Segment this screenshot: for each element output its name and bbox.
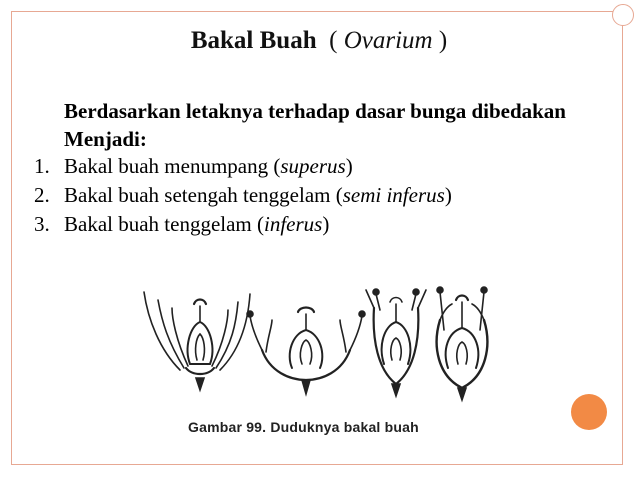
- decorative-circle-bottom: [571, 394, 607, 430]
- flower-semi-inferus: [247, 308, 365, 395]
- list-item: 3. Bakal buah tenggelam (inferus): [34, 212, 330, 236]
- decorative-circle-top: [612, 4, 634, 26]
- flower-ovary-illustration: [140, 280, 490, 410]
- ovary-types-list: [34, 152, 452, 239]
- flower-inferus-b: [437, 287, 488, 400]
- slide-title: Bakal Buah ( Ovarium ): [190, 27, 448, 54]
- flower-inferus-a: [366, 289, 426, 396]
- intro-text: Berdasarkan letaknya terhadap dasar bunga dibedakan Menjadi:: [64, 99, 566, 151]
- figure-caption: Gambar 99. Duduknya bakal buah: [188, 419, 419, 435]
- list-item: 2. Bakal buah setengah tenggelam (semi inferus): [34, 183, 452, 207]
- list-item: 1. Bakal buah menumpang (superus): [34, 154, 353, 178]
- flower-superus: [144, 292, 250, 390]
- title-latin: Ovarium: [343, 27, 433, 54]
- title-main: Bakal Buah: [190, 27, 317, 54]
